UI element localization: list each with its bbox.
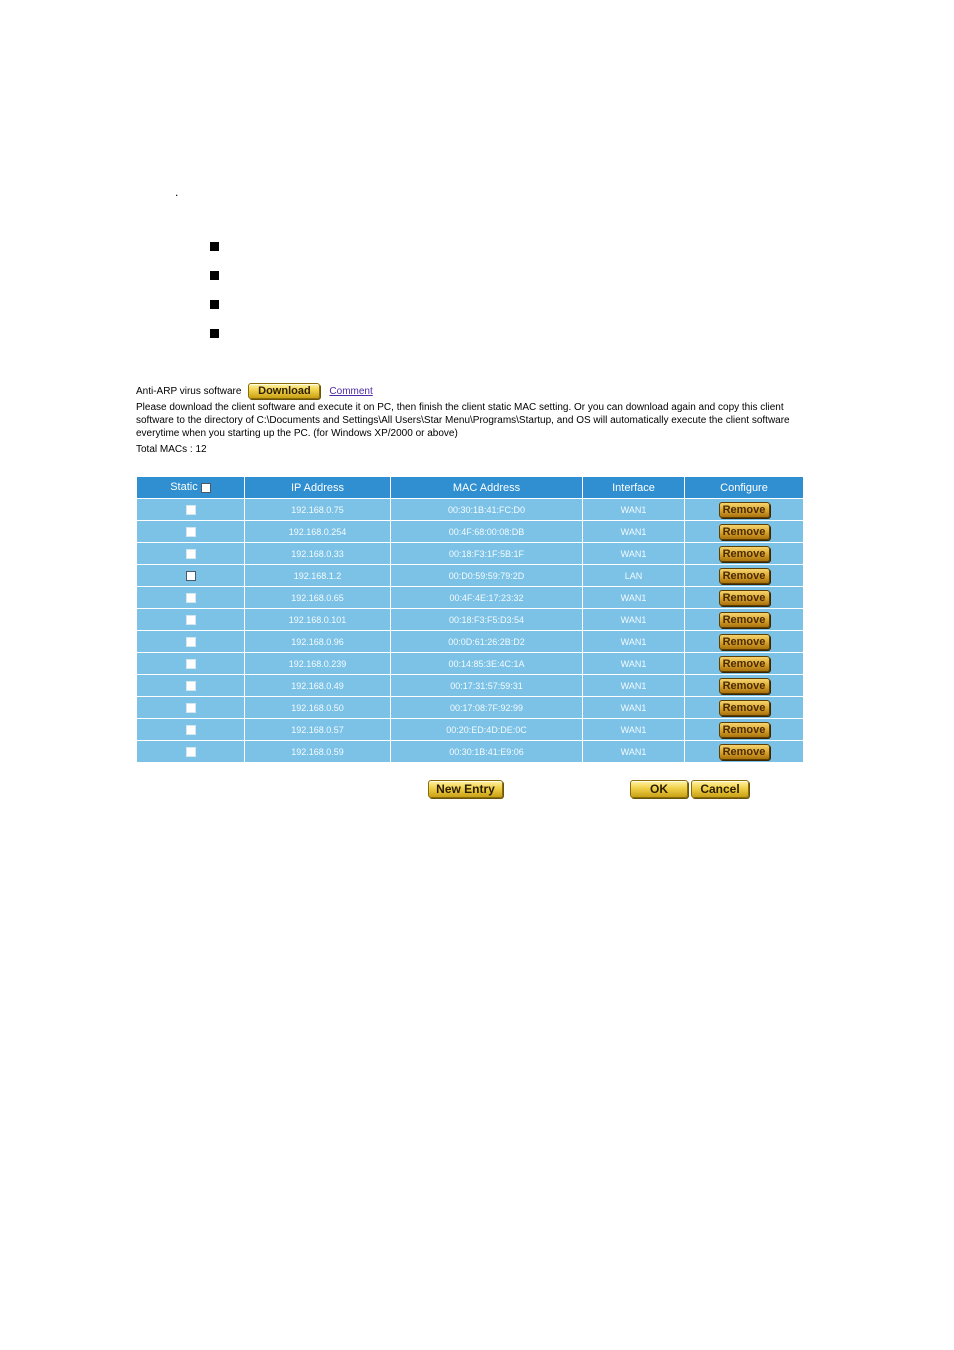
anti-arp-label: Anti-ARP virus software <box>136 385 242 397</box>
configure-cell <box>685 499 804 521</box>
configure-cell <box>685 543 804 565</box>
configure-cell <box>685 521 804 543</box>
interface-cell: WAN1 <box>583 741 685 763</box>
table-row <box>137 631 804 653</box>
total-macs: Total MACs : 12 <box>136 444 207 455</box>
interface-cell: WAN1 <box>583 675 685 697</box>
ip-cell: 192.168.0.101 <box>245 609 391 631</box>
static-cell <box>137 653 245 675</box>
mac-column-header: MAC Address <box>391 477 583 499</box>
ip-cell: 192.168.0.50 <box>245 697 391 719</box>
remove-button[interactable]: Remove <box>719 546 770 562</box>
static-cell <box>137 565 245 587</box>
remove-button[interactable]: Remove <box>719 502 770 518</box>
remove-button[interactable]: Remove <box>719 744 770 760</box>
static-cell <box>137 543 245 565</box>
ip-cell: 192.168.0.33 <box>245 543 391 565</box>
comment-link[interactable]: Comment <box>329 385 373 397</box>
mac-cell: 00:30:1B:41:FC:D0 <box>391 499 583 521</box>
mac-cell: 00:18:F3:F5:D3:54 <box>391 609 583 631</box>
ip-cell: 192.168.0.59 <box>245 741 391 763</box>
static-checkbox[interactable] <box>186 593 196 603</box>
bullet-square-icon <box>210 271 219 280</box>
ip-cell: 192.168.0.254 <box>245 521 391 543</box>
static-cell <box>137 521 245 543</box>
configure-cell <box>685 587 804 609</box>
static-checkbox[interactable] <box>186 505 196 515</box>
mac-cell: 00:20:ED:4D:DE:0C <box>391 719 583 741</box>
static-column-header <box>137 477 245 499</box>
static-checkbox[interactable] <box>186 571 196 581</box>
configure-cell <box>685 719 804 741</box>
cancel-button[interactable]: Cancel <box>691 780 749 798</box>
mac-cell: 00:17:08:7F:92:99 <box>391 697 583 719</box>
mac-cell: 00:4F:4E:17:23:32 <box>391 587 583 609</box>
ip-cell: 192.168.0.75 <box>245 499 391 521</box>
interface-cell: WAN1 <box>583 587 685 609</box>
mac-cell: 00:30:1B:41:E9:06 <box>391 741 583 763</box>
bullet-square-icon <box>210 300 219 309</box>
static-cell <box>137 587 245 609</box>
mac-cell: 00:0D:61:26:2B:D2 <box>391 631 583 653</box>
interface-cell: WAN1 <box>583 521 685 543</box>
table-row <box>137 587 804 609</box>
configure-column-header: Configure <box>685 477 804 499</box>
remove-button[interactable]: Remove <box>719 590 770 606</box>
table-row <box>137 719 804 741</box>
download-button[interactable]: Download <box>248 383 320 399</box>
configure-cell <box>685 697 804 719</box>
stray-dot: . <box>175 185 179 199</box>
configure-cell <box>685 565 804 587</box>
static-select-all-checkbox[interactable] <box>201 483 211 493</box>
mac-cell: 00:14:85:3E:4C:1A <box>391 653 583 675</box>
table-row <box>137 521 804 543</box>
bullet-square-icon <box>210 242 219 251</box>
remove-button[interactable]: Remove <box>719 612 770 628</box>
ip-cell: 192.168.0.49 <box>245 675 391 697</box>
table-header-row <box>137 477 804 499</box>
table-row <box>137 543 804 565</box>
table-body <box>137 499 804 763</box>
interface-cell: WAN1 <box>583 631 685 653</box>
static-checkbox[interactable] <box>186 747 196 757</box>
mac-table <box>136 476 804 763</box>
static-cell <box>137 631 245 653</box>
table-row <box>137 565 804 587</box>
interface-cell: WAN1 <box>583 499 685 521</box>
ip-column-header: IP Address <box>245 477 391 499</box>
mac-cell: 00:17:31:57:59:31 <box>391 675 583 697</box>
remove-button[interactable]: Remove <box>719 678 770 694</box>
remove-button[interactable]: Remove <box>719 634 770 650</box>
remove-button[interactable]: Remove <box>719 656 770 672</box>
anti-arp-row <box>136 382 373 400</box>
table-row <box>137 499 804 521</box>
static-cell <box>137 741 245 763</box>
interface-cell: WAN1 <box>583 543 685 565</box>
ip-cell: 192.168.0.239 <box>245 653 391 675</box>
static-cell <box>137 609 245 631</box>
bullet-square-icon <box>210 329 219 338</box>
configure-cell <box>685 631 804 653</box>
remove-button[interactable]: Remove <box>719 722 770 738</box>
remove-button[interactable]: Remove <box>719 700 770 716</box>
table-row <box>137 741 804 763</box>
static-cell <box>137 697 245 719</box>
mac-cell: 00:4F:68:00:08:DB <box>391 521 583 543</box>
mac-cell: 00:D0:59:59:79:2D <box>391 565 583 587</box>
static-checkbox[interactable] <box>186 637 196 647</box>
ip-cell: 192.168.1.2 <box>245 565 391 587</box>
ip-cell: 192.168.0.57 <box>245 719 391 741</box>
mac-cell: 00:18:F3:1F:5B:1F <box>391 543 583 565</box>
ip-cell: 192.168.0.96 <box>245 631 391 653</box>
static-cell <box>137 675 245 697</box>
download-description: Please download the client software and execute it on PC, then finish the client static MAC setting. Or you can download again and copy this client software to the directory of C:\Documents and Settings\All Users\Star Menu\Programs\Startup, and OS will automatically execute the client software everytime when you starting up the PC. (for Windows XP/2000 or above) <box>136 402 790 440</box>
configure-cell <box>685 741 804 763</box>
static-checkbox[interactable] <box>186 681 196 691</box>
table-row <box>137 697 804 719</box>
static-cell <box>137 499 245 521</box>
interface-cell: WAN1 <box>583 719 685 741</box>
table-row <box>137 653 804 675</box>
static-header-label: Static <box>170 481 198 494</box>
interface-cell: WAN1 <box>583 697 685 719</box>
static-checkbox[interactable] <box>186 615 196 625</box>
static-checkbox[interactable] <box>186 549 196 559</box>
ip-cell: 192.168.0.65 <box>245 587 391 609</box>
static-checkbox[interactable] <box>186 725 196 735</box>
new-entry-button[interactable]: New Entry <box>428 780 503 798</box>
table-row <box>137 609 804 631</box>
static-checkbox[interactable] <box>186 659 196 669</box>
configure-cell <box>685 653 804 675</box>
remove-button[interactable]: Remove <box>719 568 770 584</box>
remove-button[interactable]: Remove <box>719 524 770 540</box>
static-checkbox[interactable] <box>186 703 196 713</box>
interface-column-header: Interface <box>583 477 685 499</box>
interface-cell: WAN1 <box>583 609 685 631</box>
interface-cell: LAN <box>583 565 685 587</box>
configure-cell <box>685 609 804 631</box>
configure-cell <box>685 675 804 697</box>
interface-cell: WAN1 <box>583 653 685 675</box>
ok-button[interactable]: OK <box>630 780 688 798</box>
static-cell <box>137 719 245 741</box>
static-checkbox[interactable] <box>186 527 196 537</box>
table-row <box>137 675 804 697</box>
